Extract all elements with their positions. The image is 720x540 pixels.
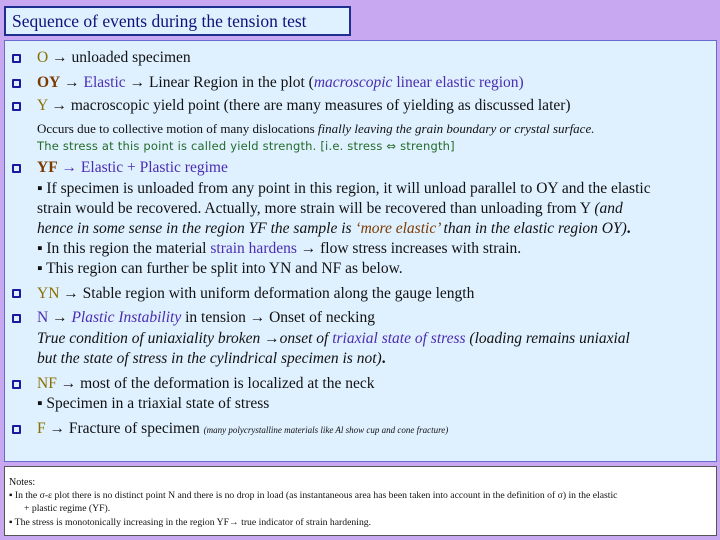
item-oy-elastic: Elastic bbox=[83, 74, 126, 91]
item-oy-text: Linear Region in the plot ( bbox=[148, 74, 314, 91]
item-n-term: N bbox=[37, 309, 49, 326]
arrow-icon: → bbox=[249, 309, 266, 326]
bullet-icon bbox=[12, 79, 21, 88]
sub-text: ▪ This region can further be split into YN and NF as below. bbox=[37, 260, 403, 277]
sub-quote: ‘more elastic’ bbox=[355, 220, 440, 237]
item-yf-term: YF bbox=[37, 159, 58, 176]
sub-italic: but the state of stress in the cylindrical specimen is not) bbox=[37, 350, 382, 367]
bullet-icon bbox=[12, 314, 21, 323]
sub-italic: hence in some sense in the region YF the sample is bbox=[37, 220, 356, 237]
sub-italic: (and bbox=[594, 200, 623, 217]
item-nf-text: most of the deformation is localized at the neck bbox=[80, 375, 375, 392]
sub-period: . bbox=[381, 350, 386, 367]
arrow-icon: → bbox=[64, 74, 80, 91]
bullet-icon bbox=[12, 380, 21, 389]
equivalence-icon: ⇔ bbox=[386, 139, 397, 153]
arrow-icon: → bbox=[129, 74, 146, 91]
item-yn-term: YN bbox=[37, 285, 60, 302]
note-text: true indicator of strain hardening. bbox=[238, 517, 372, 528]
item-yn bbox=[37, 284, 474, 304]
sub-text: ▪ In this region the material bbox=[37, 240, 211, 257]
item-y-text: macroscopic yield point (there are many measures of yielding as discussed later) bbox=[70, 97, 571, 114]
note-text: ▪ The stress is monotonically increasing in the region YF bbox=[9, 517, 230, 528]
notes-heading: Notes: bbox=[9, 477, 36, 488]
arrow-icon: → bbox=[300, 240, 317, 257]
note-text: The stress at this point is called yield strength. [i.e. stress bbox=[37, 139, 383, 153]
notes-line-1b: + plastic regime (YF). bbox=[24, 503, 111, 514]
sub-italic: (loading remains uniaxial bbox=[465, 330, 630, 347]
sub-italic: than in the elastic region OY) bbox=[439, 220, 627, 237]
item-nf-sub1 bbox=[37, 394, 269, 414]
item-f bbox=[37, 419, 448, 440]
item-yf bbox=[37, 158, 228, 178]
arrow-icon: → bbox=[229, 517, 239, 528]
sub-text: strain would be recovered. Actually, more strain will be recovered than unloading from Y bbox=[37, 200, 595, 217]
notes-line-2 bbox=[9, 516, 371, 529]
slide-title-text: Sequence of events during the tension test bbox=[12, 10, 307, 31]
item-o-term: O bbox=[37, 49, 49, 66]
item-n-text: Onset of necking bbox=[269, 309, 375, 326]
sub-strain-hardens: strain hardens bbox=[210, 240, 297, 257]
arrow-icon: → bbox=[52, 309, 68, 326]
item-f-text: Fracture of specimen bbox=[68, 420, 204, 437]
bullet-icon bbox=[12, 164, 21, 173]
item-yf-text: Elastic + Plastic regime bbox=[80, 159, 228, 176]
item-yf-sub1 bbox=[37, 179, 651, 199]
bullet-icon bbox=[12, 54, 21, 63]
item-f-term: F bbox=[37, 420, 46, 437]
item-f-small-note: (many polycrystalline materials like Al show cup and cone fracture) bbox=[203, 425, 449, 435]
arrow-icon: → bbox=[60, 375, 77, 392]
sub-triaxial: triaxial state of stress bbox=[332, 330, 466, 347]
bullet-icon bbox=[12, 289, 21, 298]
item-y bbox=[37, 96, 571, 116]
note-text: Occurs due to collective motion of many dislocations bbox=[37, 121, 318, 136]
sub-text: ▪ If specimen is unloaded from any point in this region, it will unload parallel to OY and the elastic bbox=[37, 180, 651, 197]
item-oy bbox=[37, 73, 524, 93]
notes-line-1: ▪ In the σ-ε plot there is no distinct point N and there is no drop in load (as instantaneous area has been taken into account in the definition of σ) in the elastic bbox=[9, 490, 618, 501]
item-yf-sub2 bbox=[37, 199, 623, 219]
arrow-icon: → bbox=[264, 330, 280, 347]
arrow-icon: → bbox=[63, 285, 79, 302]
item-n-sub1 bbox=[37, 329, 630, 349]
item-y-note2 bbox=[37, 136, 455, 156]
note-italic: finally leaving the grain boundary or crystal surface. bbox=[317, 121, 595, 136]
item-nf-term: NF bbox=[37, 375, 57, 392]
item-n bbox=[37, 308, 375, 328]
item-n-plastic-instability: Plastic Instability bbox=[71, 309, 182, 326]
item-yf-sub4 bbox=[37, 239, 521, 259]
item-oy-region: linear elastic region) bbox=[392, 74, 524, 91]
sub-italic: True condition of uniaxiality broken bbox=[37, 330, 265, 347]
bullet-icon bbox=[12, 425, 21, 434]
item-yf-sub3 bbox=[37, 219, 631, 239]
item-yn-text: Stable region with uniform deformation along the gauge length bbox=[82, 285, 475, 302]
item-y-term: Y bbox=[37, 97, 48, 114]
arrow-icon: → bbox=[51, 97, 67, 114]
bullet-icon bbox=[12, 102, 21, 111]
item-oy-macroscopic: macroscopic bbox=[313, 74, 393, 91]
item-oy-term: OY bbox=[37, 74, 61, 91]
sub-text: flow stress increases with strain. bbox=[320, 240, 522, 257]
item-n-text: in tension bbox=[181, 309, 250, 326]
item-yf-sub5 bbox=[37, 259, 403, 279]
item-o bbox=[37, 48, 191, 68]
slide-title bbox=[4, 6, 351, 36]
arrow-icon: → bbox=[61, 159, 78, 176]
item-o-text: unloaded specimen bbox=[71, 49, 191, 66]
sub-period: . bbox=[626, 220, 631, 237]
item-nf bbox=[37, 374, 374, 394]
item-n-sub2 bbox=[37, 349, 386, 369]
sub-text: ▪ Specimen in a triaxial state of stress bbox=[37, 395, 270, 412]
arrow-icon: → bbox=[52, 49, 68, 66]
arrow-icon: → bbox=[49, 420, 65, 437]
sub-italic: onset of bbox=[279, 330, 333, 347]
note-text: strength] bbox=[400, 139, 455, 153]
